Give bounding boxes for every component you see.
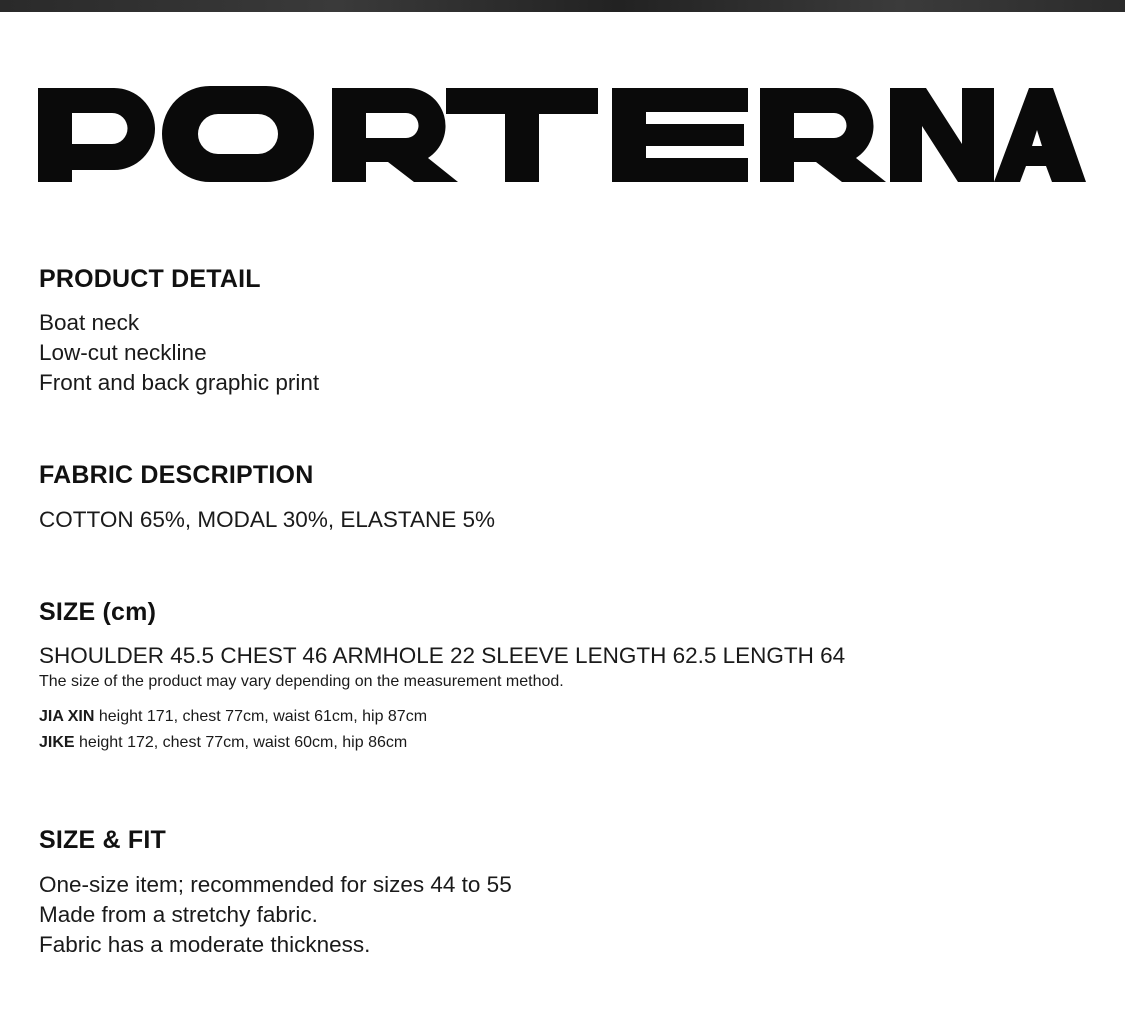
model-info xyxy=(39,704,845,730)
fabric-composition: COTTON 65%, MODAL 30%, ELASTANE 5% xyxy=(39,507,495,532)
top-image-strip xyxy=(0,0,1125,12)
model-stats: height 172, chest 77cm, waist 60cm, hip 86cm xyxy=(74,734,408,751)
product-detail-heading: PRODUCT DETAIL xyxy=(39,265,261,293)
product-detail-line: Boat neck xyxy=(39,310,140,335)
product-detail-line: Low-cut neckline xyxy=(39,340,207,365)
size-heading: SIZE (cm) xyxy=(39,598,157,626)
fabric-heading: FABRIC DESCRIPTION xyxy=(39,461,314,489)
model-stats: height 171, chest 77cm, waist 61cm, hip 87cm xyxy=(94,708,428,725)
model-name: JIKE xyxy=(39,734,75,751)
size-fit-line: Made from a stretchy fabric. xyxy=(39,902,318,927)
product-detail-section xyxy=(39,264,319,398)
model-info xyxy=(39,730,845,756)
fabric-section xyxy=(39,460,495,535)
size-fit-heading: SIZE & FIT xyxy=(39,826,166,854)
brand-logo xyxy=(36,74,1088,192)
size-measurements: SHOULDER 45.5 CHEST 46 ARMHOLE 22 SLEEVE LENGTH 62.5 LENGTH 64 xyxy=(39,643,846,668)
size-fit-section xyxy=(39,825,512,960)
size-section xyxy=(39,597,845,756)
size-fit-line: One-size item; recommended for sizes 44 to 55 xyxy=(39,872,512,897)
product-detail-line: Front and back graphic print xyxy=(39,370,320,395)
size-note: The size of the product may vary depending on the measurement method. xyxy=(39,673,564,690)
size-fit-line: Fabric has a moderate thickness. xyxy=(39,932,371,957)
model-name: JIA XIN xyxy=(39,708,95,725)
